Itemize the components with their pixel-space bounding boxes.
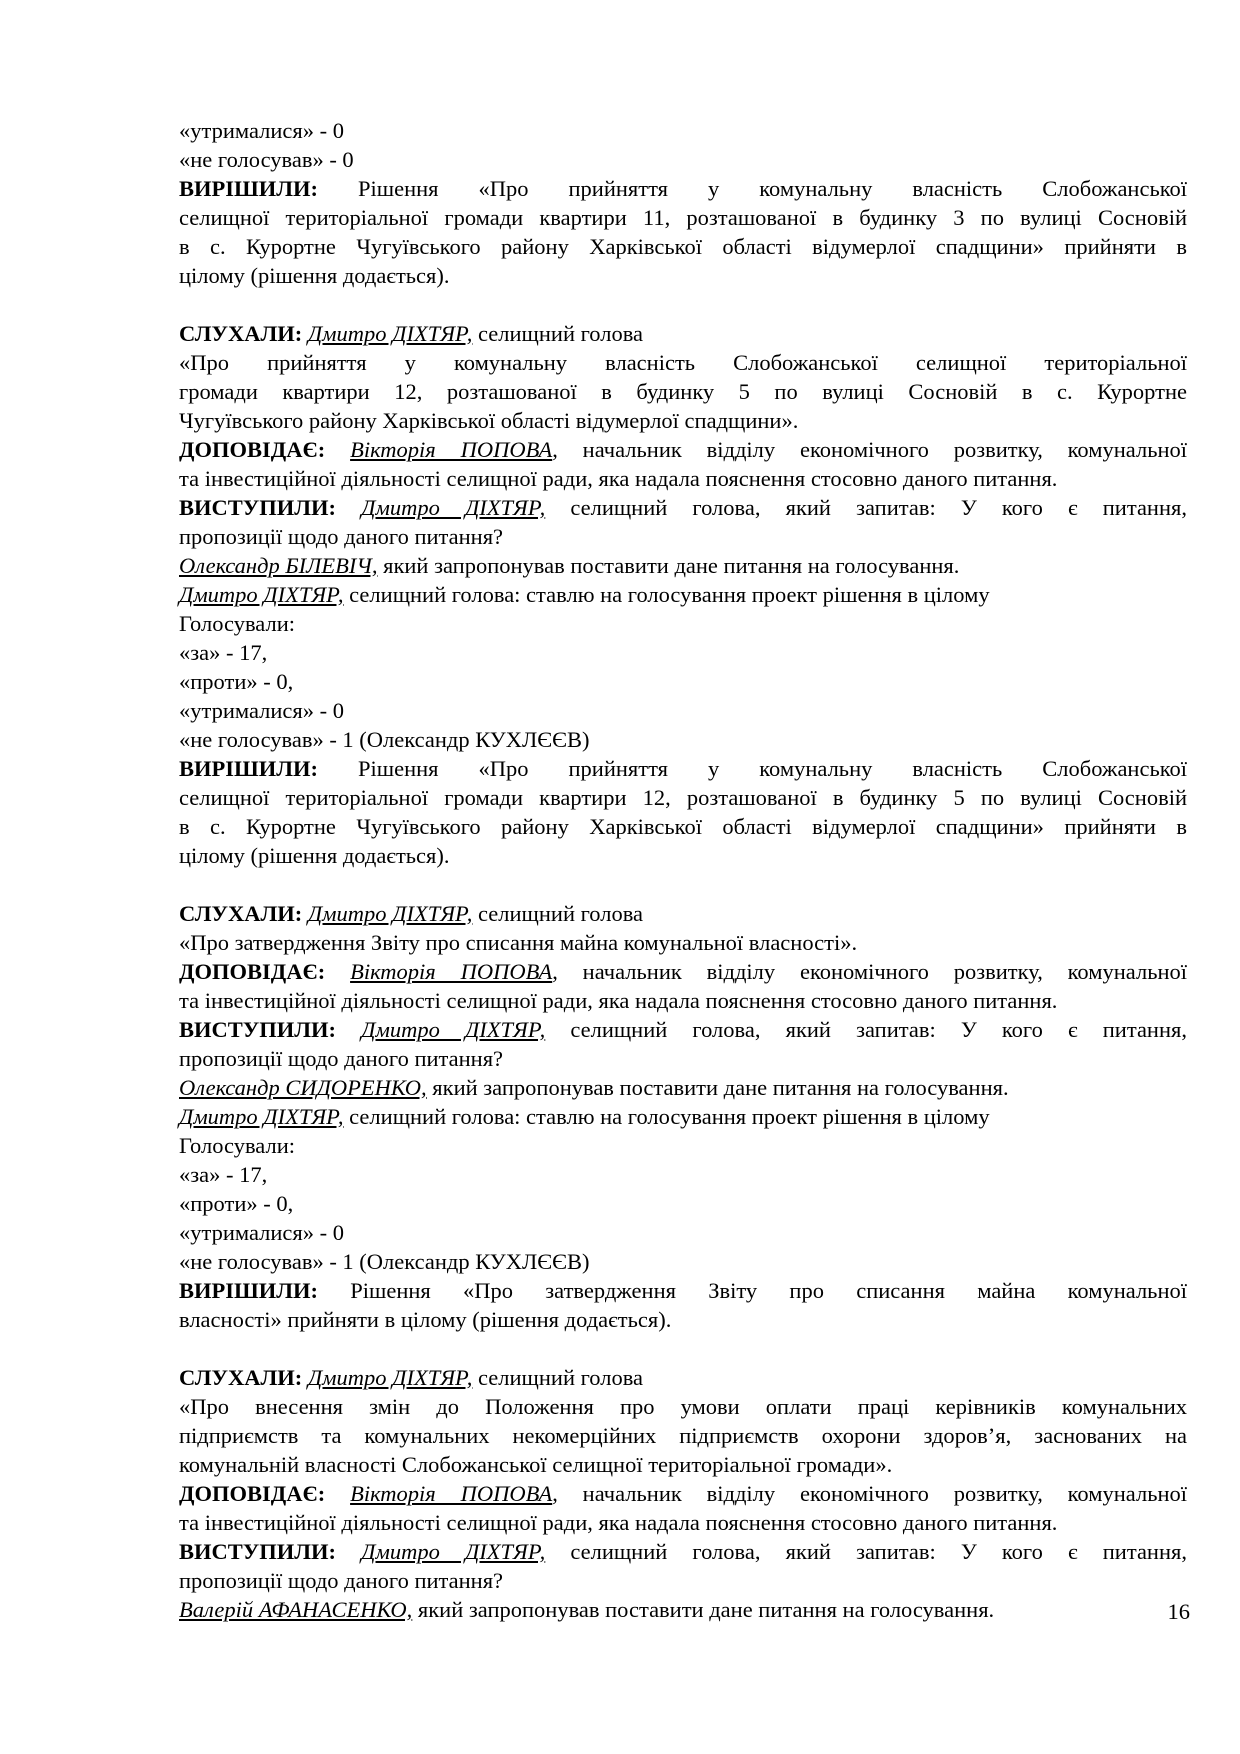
deputy-name: Олександр СИДОРЕНКО, xyxy=(179,1075,427,1100)
speaker-name: Дмитро ДІХТЯР, xyxy=(307,901,473,926)
heard-line xyxy=(179,1363,1187,1392)
page-number: 16 xyxy=(1167,1599,1190,1624)
vote-not-voted: «не голосував» - 1 (Олександр КУХЛЄЄВ) xyxy=(179,1249,590,1274)
text-line: цілому (рішення додається). xyxy=(179,843,450,868)
vote-for: «за» - 17, xyxy=(179,640,268,665)
decision-text: Рішення «Про прийняття у комунальну власність Слобожанської xyxy=(358,756,1188,781)
decision-text: Рішення «Про прийняття у комунальну власність Слобожанської xyxy=(358,176,1188,201)
spoke-line xyxy=(179,1015,1187,1044)
speaker-name: Дмитро ДІХТЯР, xyxy=(361,1017,546,1042)
proposal-line xyxy=(179,551,1187,580)
proposal-line xyxy=(179,1595,1187,1624)
text-line: та інвестиційної діяльності селищної ради, яка надала пояснення стосовно даного питання. xyxy=(179,466,1058,491)
decision-line xyxy=(179,174,1187,203)
text-line: в с. Курортне Чугуївського району Харківської області відумерлої спадщини» прийняти в xyxy=(179,814,1187,839)
proposal-line xyxy=(179,1073,1187,1102)
agenda-title: підприємств та комунальних некомерційних підприємств охорони здоров’я, заснованих на xyxy=(179,1423,1187,1448)
text-line: пропозиції щодо даного питання? xyxy=(179,1046,504,1071)
vote-not-voted: «не голосував» - 1 (Олександр КУХЛЄЄВ) xyxy=(179,727,590,752)
speaker-role: селищний голова xyxy=(472,901,644,926)
spoke-label: ВИСТУПИЛИ: xyxy=(179,1017,337,1042)
vote-against: «проти» - 0, xyxy=(179,669,294,694)
text-line: пропозиції щодо даного питання? xyxy=(179,524,504,549)
reports-label: ДОПОВІДАЄ: xyxy=(179,959,326,984)
speaker-role: селищний голова xyxy=(472,1365,644,1390)
speaker-name: Дмитро ДІХТЯР, xyxy=(361,1539,546,1564)
vote-abstained: «утрималися» - 0 xyxy=(179,118,345,143)
heard-label: СЛУХАЛИ: xyxy=(179,321,303,346)
chair-text: селищний голова: ставлю на голосування проект рішення в цілому xyxy=(343,1104,990,1129)
agenda-title: «Про прийняття у комунальну власність Слобожанської селищної територіальної xyxy=(179,350,1187,375)
chair-name: Дмитро ДІХТЯР, xyxy=(179,1104,344,1129)
deputy-name: Олександр БІЛЕВІЧ, xyxy=(179,553,378,578)
voted-heading: Голосували: xyxy=(179,611,295,636)
chair-text: селищний голова: ставлю на голосування проект рішення в цілому xyxy=(343,582,990,607)
vote-not-voted: «не голосував» - 0 xyxy=(179,147,354,172)
reporter-line xyxy=(179,957,1187,986)
heard-label: СЛУХАЛИ: xyxy=(179,1365,303,1390)
text-line: та інвестиційної діяльності селищної ради, яка надала пояснення стосовно даного питання. xyxy=(179,1510,1058,1535)
proposal-text: який запропонував поставити дане питання на голосування. xyxy=(377,553,960,578)
agenda-title: комунальній власності Слобожанської селищної територіальної громади». xyxy=(179,1452,893,1477)
reporter-name: Вікторія ПОПОВА xyxy=(350,959,553,984)
decision-text: Рішення «Про затвердження Звіту про списання майна комунальної xyxy=(350,1278,1187,1303)
spoke-line xyxy=(179,1537,1187,1566)
agenda-title: «Про затвердження Звіту про списання майна комунальної власності». xyxy=(179,930,858,955)
vote-for: «за» - 17, xyxy=(179,1162,268,1187)
text-line: селищної територіальної громади квартири 11, розташованої в будинку 3 по вулиці Сосновій xyxy=(179,205,1187,230)
text-line: пропозиції щодо даного питання? xyxy=(179,1568,504,1593)
chair-name: Дмитро ДІХТЯР, xyxy=(179,582,344,607)
spoke-label: ВИСТУПИЛИ: xyxy=(179,1539,337,1564)
agenda-title: Чугуївського району Харківської області відумерлої спадщини». xyxy=(179,408,799,433)
chair-line xyxy=(179,1102,1187,1131)
reporter-role: , начальник відділу економічного розвитку, комунальної xyxy=(552,959,1188,984)
decided-label: ВИРІШИЛИ: xyxy=(179,756,318,781)
speaker-name: Дмитро ДІХТЯР, xyxy=(307,1365,473,1390)
text-line: власності» прийняти в цілому (рішення додається). xyxy=(179,1307,672,1332)
vote-against: «проти» - 0, xyxy=(179,1191,294,1216)
speaker-role: селищний голова xyxy=(472,321,644,346)
text-line: цілому (рішення додається). xyxy=(179,263,450,288)
proposal-text: який запропонував поставити дане питання на голосування. xyxy=(426,1075,1009,1100)
vote-abstained: «утрималися» - 0 xyxy=(179,1220,345,1245)
spoke-label: ВИСТУПИЛИ: xyxy=(179,495,337,520)
agenda-title: громади квартири 12, розташованої в будинку 5 по вулиці Сосновій в с. Курортне xyxy=(179,379,1187,404)
vote-abstained: «утрималися» - 0 xyxy=(179,698,345,723)
reporter-name: Вікторія ПОПОВА xyxy=(350,1481,553,1506)
decided-label: ВИРІШИЛИ: xyxy=(179,176,318,201)
speaker-name: Дмитро ДІХТЯР, xyxy=(361,495,546,520)
text-line: в с. Курортне Чугуївського району Харківської області відумерлої спадщини» прийняти в xyxy=(179,234,1187,259)
proposal-text: який запропонував поставити дане питання на голосування. xyxy=(412,1597,995,1622)
text-line: та інвестиційної діяльності селищної ради, яка надала пояснення стосовно даного питання. xyxy=(179,988,1058,1013)
speaker-text: селищний голова, який запитав: У кого є питання, xyxy=(545,1017,1187,1042)
spoke-line xyxy=(179,493,1187,522)
reports-label: ДОПОВІДАЄ: xyxy=(179,1481,326,1506)
reporter-line xyxy=(179,1479,1187,1508)
speaker-name: Дмитро ДІХТЯР, xyxy=(307,321,473,346)
deputy-name: Валерій АФАНАСЕНКО, xyxy=(179,1597,413,1622)
heard-line xyxy=(179,899,1187,928)
voted-heading: Голосували: xyxy=(179,1133,295,1158)
reporter-role: , начальник відділу економічного розвитку, комунальної xyxy=(552,437,1188,462)
chair-line xyxy=(179,580,1187,609)
reporter-line xyxy=(179,435,1187,464)
speaker-text: селищний голова, який запитав: У кого є питання, xyxy=(545,1539,1187,1564)
agenda-title: «Про внесення змін до Положення про умови оплати праці керівників комунальних xyxy=(179,1394,1187,1419)
decision-line xyxy=(179,1276,1187,1305)
reports-label: ДОПОВІДАЄ: xyxy=(179,437,326,462)
minutes-body xyxy=(179,116,1187,1624)
speaker-text: селищний голова, який запитав: У кого є питання, xyxy=(545,495,1187,520)
decided-label: ВИРІШИЛИ: xyxy=(179,1278,318,1303)
decision-line xyxy=(179,754,1187,783)
heard-label: СЛУХАЛИ: xyxy=(179,901,303,926)
reporter-role: , начальник відділу економічного розвитку, комунальної xyxy=(552,1481,1188,1506)
text-line: селищної територіальної громади квартири 12, розташованої в будинку 5 по вулиці Сосновій xyxy=(179,785,1187,810)
heard-line xyxy=(179,319,1187,348)
reporter-name: Вікторія ПОПОВА xyxy=(350,437,553,462)
